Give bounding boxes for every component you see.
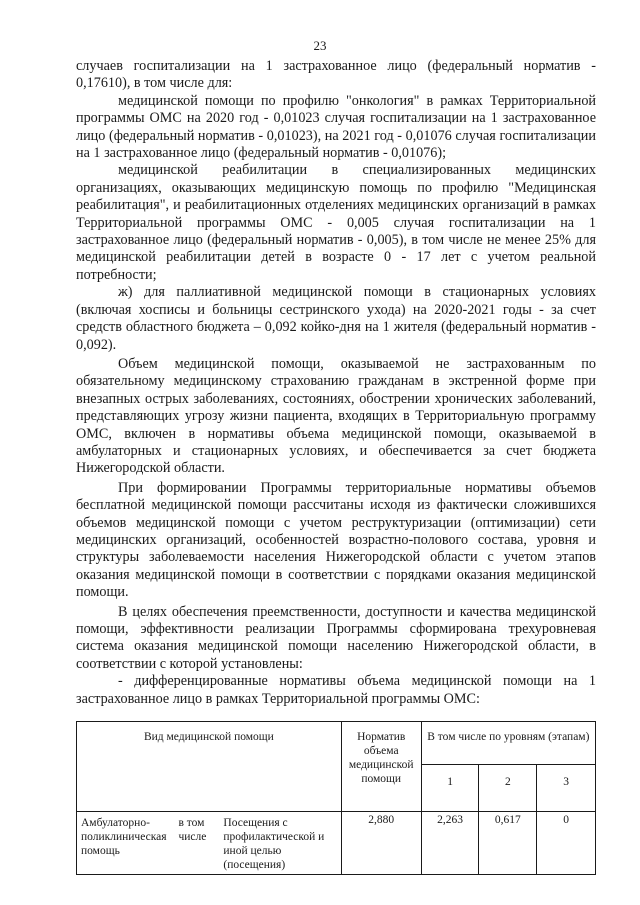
document-body (76, 58, 596, 708)
paragraph-palliative: ж) для паллиативной медицинской помощи в стационарных условиях (включая хосписы и больницы сестринского ухода) на 2020-2021 годы - за счет средств областного бюджета – 0,092 койко-дня на 1 жителя (федеральный норматив - 0,092). (76, 284, 596, 353)
cell-visit-type: Посещения с профилактической и иной целью (посещения) (219, 812, 341, 875)
cell-level-3-value: 0 (537, 812, 596, 875)
paragraph-oncology: медицинской помощи по профилю "онкология" в рамках Территориальной программы ОМС на 2020 год - 0,01023 случая госпитализации на 1 застрахованное лицо (федеральный норматив - 0,01023), на 2021 год - 0,01076 случая госпитализации на 1 застрахованное лицо (федеральный норматив - 0,01076); (76, 92, 596, 162)
header-norm-volume: Норматив объема медицинской помощи (341, 722, 421, 812)
cell-care-kind: Амбулаторно-поликлиническая помощь (77, 812, 175, 875)
paragraph-differentiated-norms: - дифференцированные нормативы объема медицинской помощи на 1 застрахованное лицо в рамках Территориальной программы ОМС: (76, 673, 596, 707)
paragraph-hospitalization-cases: случаев госпитализации на 1 застрахованное лицо (федеральный норматив - 0,17610), в том числе для: (76, 58, 596, 92)
header-level-2: 2 (479, 765, 537, 812)
header-care-kind: Вид медицинской помощи (77, 722, 342, 812)
paragraph-three-level-system: В целях обеспечения преемственности, доступности и качества медицинской помощи, эффективности реализации Программы сформирована трехуровневая система оказания медицинской помощи населению Нижегородской области, в соответствии с которой установлены: (76, 603, 596, 672)
norms-table (76, 721, 596, 875)
header-levels: В том числе по уровням (этапам) (421, 722, 595, 765)
cell-norm-value: 2,880 (341, 812, 421, 875)
cell-level-1-value: 2,263 (421, 812, 479, 875)
table-row (77, 812, 596, 875)
page-number: 23 (313, 38, 327, 53)
paragraph-program-formation: При формировании Программы территориальные нормативы объемов бесплатной медицинской помощи рассчитаны исходя из фактически сложившихся объемов медицинской помощи с учетом реструктуризации (оптимизации) сети медицинских организаций, особенностей возрастно-полового состава, уровня и структуры заболеваемости населения Нижегородской области с учетом этапов оказания медицинской помощи в соответствии с порядками оказания медицинской помощи. (76, 479, 596, 601)
cell-level-2-value: 0,617 (479, 812, 537, 875)
cell-included: в том числе (174, 812, 219, 875)
header-level-1: 1 (421, 765, 479, 812)
paragraph-rehabilitation: медицинской реабилитации в специализированных медицинских организациях, оказывающих медицинскую помощь по профилю "Медицинская реабилитация", и реабилитационных отделениях медицинских организаций в рамках Территориальной программы ОМС - 0,005 случая госпитализации на 1 застрахованное лицо (федеральный норматив - 0,005), в том числе не менее 25% для медицинской реабилитации детей в возрасте 0 - 17 лет с учетом реальной потребности; (76, 162, 596, 283)
paragraph-uninsured-care: Объем медицинской помощи, оказываемой не застрахованным по обязательному медицинскому страхованию гражданам в экстренной форме при внезапных острых заболеваниях, состояниях, обострении хронических заболеваний, представляющих угрозу жизни пациента, входящих в Территориальную программу ОМС, включен в нормативы объема медицинской помощи, оказываемой в амбулаторных и стационарных условиях, и обеспечивается за счет бюджета Нижегородской области. (76, 355, 596, 477)
header-level-3: 3 (537, 765, 596, 812)
